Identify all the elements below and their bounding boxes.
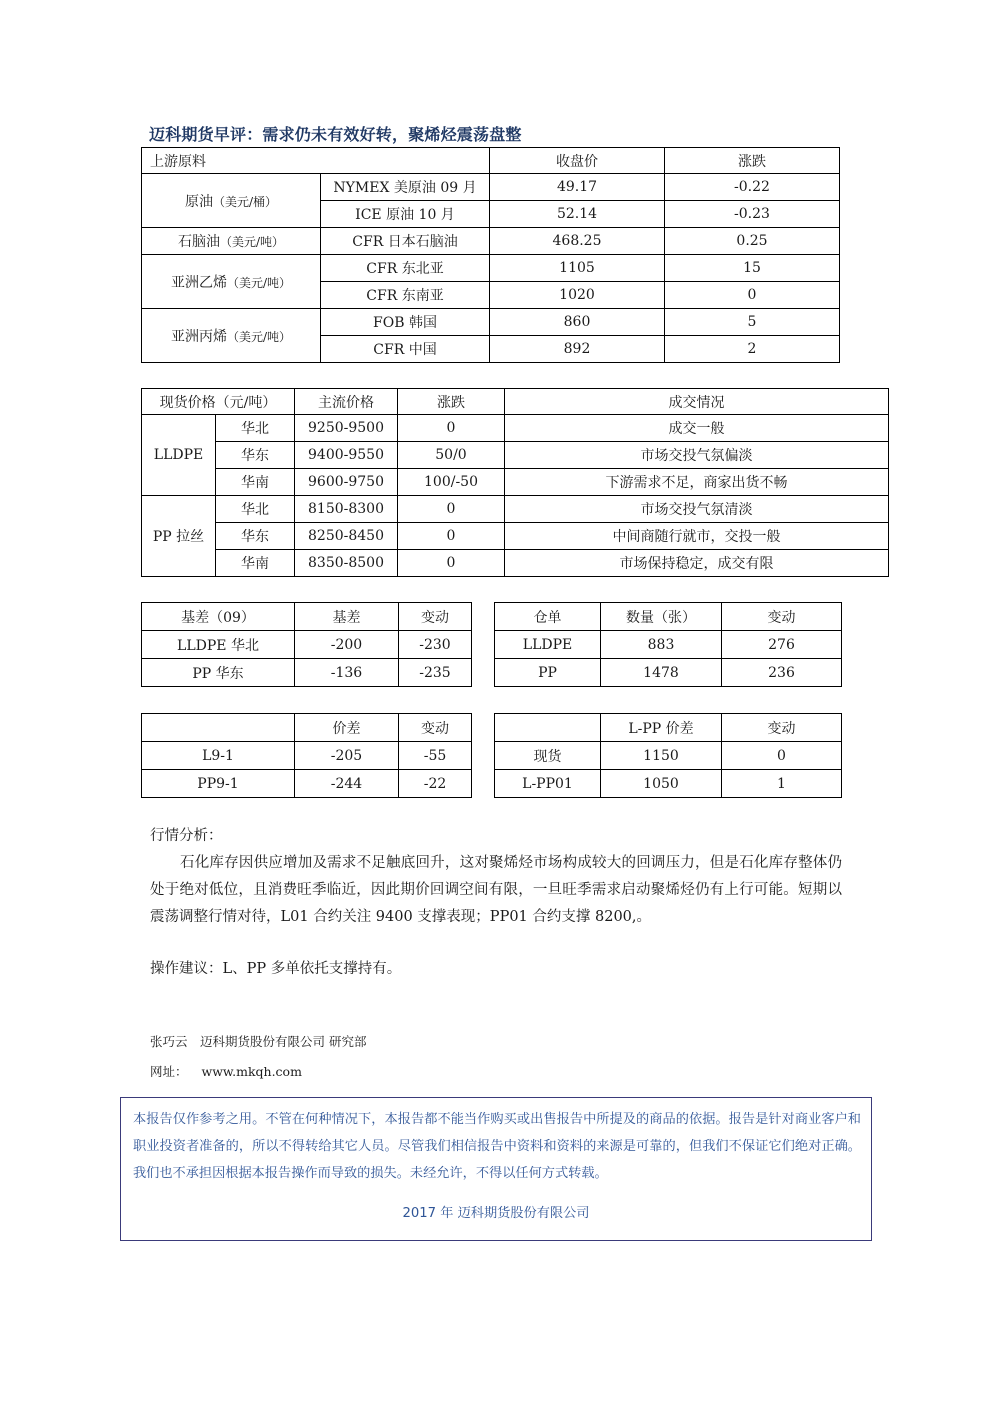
upstream-group-crude: 原油（美元/桶） <box>142 174 321 228</box>
basis-cell: LLDPE 华北 <box>142 631 295 659</box>
basis-cell: PP 华东 <box>142 659 295 687</box>
spot-region: 华南 <box>216 550 295 577</box>
spot-price: 8150-8300 <box>295 496 398 523</box>
upstream-price: 1105 <box>490 255 665 282</box>
upstream-group-propylene: 亚洲丙烯（美元/吨） <box>142 309 321 363</box>
spread-cell: -205 <box>295 742 399 770</box>
lpp-cell: 1150 <box>601 742 722 770</box>
upstream-price: 860 <box>490 309 665 336</box>
basis-table <box>141 602 472 687</box>
upstream-group-naphtha: 石脑油（美元/吨） <box>142 228 321 255</box>
upstream-change: 5 <box>665 309 840 336</box>
basis-header: 基差（09） <box>142 603 295 631</box>
upstream-header-price: 收盘价 <box>490 148 665 174</box>
spot-status: 下游需求不足，商家出货不畅 <box>505 469 889 496</box>
spot-region: 华北 <box>216 496 295 523</box>
spot-status: 市场保持稳定，成交有限 <box>505 550 889 577</box>
author-line: 张巧云 迈科期货股份有限公司 研究部 <box>150 1034 367 1049</box>
lpp-spread-table <box>494 713 842 798</box>
basis-cell: -230 <box>399 631 472 659</box>
spot-status: 市场交投气氛清淡 <box>505 496 889 523</box>
upstream-header-material: 上游原料 <box>142 148 490 174</box>
warehouse-cell: 276 <box>722 631 842 659</box>
spread-cell: PP9-1 <box>142 770 295 798</box>
upstream-price: 468.25 <box>490 228 665 255</box>
basis-cell: -235 <box>399 659 472 687</box>
basis-header: 基差 <box>295 603 399 631</box>
upstream-header-change: 涨跌 <box>665 148 840 174</box>
spot-change: 100/-50 <box>398 469 505 496</box>
basis-header: 变动 <box>399 603 472 631</box>
spot-header-change: 涨跌 <box>398 389 505 415</box>
warehouse-header: 变动 <box>722 603 842 631</box>
lpp-header: L-PP 价差 <box>601 714 722 742</box>
warehouse-cell: 883 <box>601 631 722 659</box>
upstream-change: 15 <box>665 255 840 282</box>
disclaimer-text: 本报告仅作参考之用。不管在何种情况下，本报告都不能当作购买或出售报告中所提及的商品的依据。报告是针对商业客户和职业投资者准备的，所以不得转给其它人员。尽管我们相信报告中资料和资料的来源是可靠的，但我们不保证它们绝对正确。我们也不承担因根据本报告操作而导致的损失。未经允许，不得以任何方式转载。 <box>133 1112 861 1181</box>
lpp-cell: 现货 <box>495 742 601 770</box>
warehouse-cell: 236 <box>722 659 842 687</box>
upstream-group-ethylene: 亚洲乙烯（美元/吨） <box>142 255 321 309</box>
warehouse-table <box>494 602 842 687</box>
upstream-item: NYMEX 美原油 09 月 <box>321 174 490 201</box>
upstream-change: 0 <box>665 282 840 309</box>
spot-header-title: 现货价格（元/吨） <box>142 389 295 415</box>
spread-cell: -244 <box>295 770 399 798</box>
upstream-item: ICE 原油 10 月 <box>321 201 490 228</box>
lpp-cell: 0 <box>722 742 842 770</box>
spot-region: 华北 <box>216 415 295 442</box>
upstream-item: FOB 韩国 <box>321 309 490 336</box>
upstream-price: 892 <box>490 336 665 363</box>
basis-cell: -200 <box>295 631 399 659</box>
spread-header <box>142 714 295 742</box>
spread-cell: L9-1 <box>142 742 295 770</box>
spot-group-lldpe: LLDPE <box>142 415 216 496</box>
upstream-price: 52.14 <box>490 201 665 228</box>
spot-change: 50/0 <box>398 442 505 469</box>
spot-change: 0 <box>398 523 505 550</box>
upstream-price: 49.17 <box>490 174 665 201</box>
analysis-heading: 行情分析： <box>150 828 223 844</box>
spot-price: 8350-8500 <box>295 550 398 577</box>
spot-header-status: 成交情况 <box>505 389 889 415</box>
spot-price: 9250-9500 <box>295 415 398 442</box>
spread-table <box>141 713 472 798</box>
lpp-header <box>495 714 601 742</box>
spot-price: 9400-9550 <box>295 442 398 469</box>
spread-header: 变动 <box>399 714 472 742</box>
lpp-cell: L-PP01 <box>495 770 601 798</box>
spot-region: 华南 <box>216 469 295 496</box>
basis-cell: -136 <box>295 659 399 687</box>
warehouse-cell: PP <box>495 659 601 687</box>
warehouse-cell: LLDPE <box>495 631 601 659</box>
upstream-price: 1020 <box>490 282 665 309</box>
spot-change: 0 <box>398 415 505 442</box>
warehouse-header: 仓单 <box>495 603 601 631</box>
spread-cell: -55 <box>399 742 472 770</box>
upstream-change: 0.25 <box>665 228 840 255</box>
spot-group-pp: PP 拉丝 <box>142 496 216 577</box>
upstream-item: CFR 东南亚 <box>321 282 490 309</box>
spot-status: 成交一般 <box>505 415 889 442</box>
disclaimer-box <box>120 1097 872 1241</box>
website-label: 网址： <box>150 1064 188 1079</box>
spot-price: 8250-8450 <box>295 523 398 550</box>
report-title: 迈科期货早评：需求仍未有效好转，聚烯烃震荡盘整 <box>149 125 522 144</box>
spot-change: 0 <box>398 496 505 523</box>
upstream-change: -0.23 <box>665 201 840 228</box>
warehouse-header: 数量（张） <box>601 603 722 631</box>
spot-change: 0 <box>398 550 505 577</box>
spot-status: 中间商随行就市，交投一般 <box>505 523 889 550</box>
analysis-body: 石化库存因供应增加及需求不足触底回升，这对聚烯烃市场构成较大的回调压力，但是石化库存整体仍处于绝对低位，且消费旺季临近，因此期价回调空间有限，一旦旺季需求启动聚烯烃仍有上行可能。短期以震荡调整行情对待，L01 合约关注 9400 支撑表现；PP01 合约支撑 8200,。 <box>150 855 842 925</box>
spread-header: 价差 <box>295 714 399 742</box>
disclaimer-footer: 2017 年 迈科期货股份有限公司 <box>402 1206 590 1221</box>
upstream-change: 2 <box>665 336 840 363</box>
upstream-change: -0.22 <box>665 174 840 201</box>
spot-price: 9600-9750 <box>295 469 398 496</box>
upstream-table <box>141 147 840 363</box>
upstream-item: CFR 东北亚 <box>321 255 490 282</box>
website-link[interactable]: www.mkqh.com <box>201 1064 302 1079</box>
lpp-cell: 1050 <box>601 770 722 798</box>
spot-price-table <box>141 388 889 577</box>
website-line <box>150 1062 302 1080</box>
spot-status: 市场交投气氛偏淡 <box>505 442 889 469</box>
lpp-header: 变动 <box>722 714 842 742</box>
spot-region: 华东 <box>216 523 295 550</box>
upstream-item: CFR 日本石脑油 <box>321 228 490 255</box>
spread-cell: -22 <box>399 770 472 798</box>
spot-header-price: 主流价格 <box>295 389 398 415</box>
trading-advice: 操作建议：L、PP 多单依托支撑持有。 <box>150 961 402 977</box>
lpp-cell: 1 <box>722 770 842 798</box>
spot-region: 华东 <box>216 442 295 469</box>
upstream-item: CFR 中国 <box>321 336 490 363</box>
warehouse-cell: 1478 <box>601 659 722 687</box>
